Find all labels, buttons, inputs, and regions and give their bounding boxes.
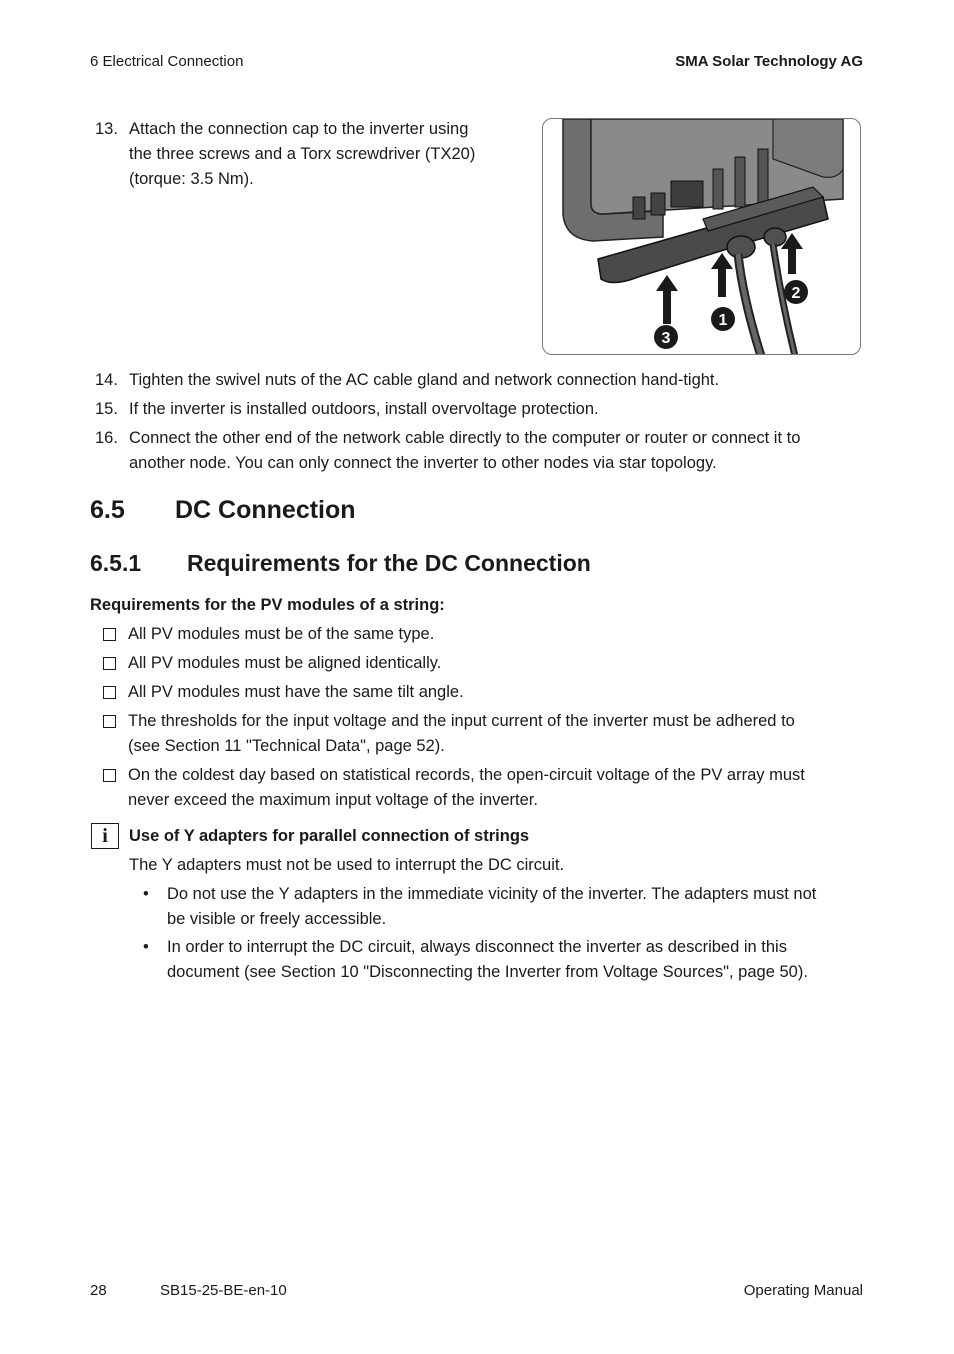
bullet-text: be visible or freely accessible. (167, 910, 387, 928)
connection-cap-illustration (542, 118, 861, 355)
svg-text:3: 3 (661, 330, 671, 347)
checklist-item (100, 709, 862, 759)
step-text-line: If the inverter is installed outdoors, install overvoltage protection. (129, 400, 599, 418)
checkbox-icon (103, 715, 116, 728)
step-number: 15. (95, 400, 118, 418)
checklist-item (100, 622, 862, 647)
step-text-line: Attach the connection cap to the inverter using (129, 120, 469, 138)
checklist-text: All PV modules must be of the same type. (128, 625, 435, 643)
checklist-text: The thresholds for the input voltage and the input current of the inverter must be adhered to (128, 712, 795, 730)
checklist-text: All PV modules must be aligned identically. (128, 654, 442, 672)
step-number: 16. (95, 429, 118, 447)
callout-3 (654, 325, 678, 349)
footer-right: Operating Manual (743, 1282, 863, 1299)
checklist-text: (see Section 11 "Technical Data", page 52). (128, 737, 445, 755)
step-number: 13. (95, 120, 118, 138)
checklist-text: never exceed the maximum input voltage of the inverter. (128, 791, 538, 809)
callout-1 (711, 307, 735, 331)
page-number: 28 (90, 1282, 107, 1299)
checklist-text: All PV modules must have the same tilt angle. (128, 683, 464, 701)
bullet-text: In order to interrupt the DC circuit, always disconnect the inverter as described in this (167, 938, 787, 956)
subsection-title: Requirements for the DC Connection (187, 550, 591, 576)
section-number: 6.5 (90, 496, 125, 524)
header-right: SMA Solar Technology AG (675, 53, 863, 70)
step-text-line: another node. You can only connect the inverter to other nodes via star topology. (129, 454, 717, 472)
step-text-line: Tighten the swivel nuts of the AC cable gland and network connection hand-tight. (129, 371, 720, 389)
checkbox-icon (103, 657, 116, 670)
checklist-item (100, 763, 862, 813)
subsection-number: 6.5.1 (90, 550, 142, 576)
inverter-drawing (543, 119, 861, 355)
checkbox-icon (103, 769, 116, 782)
svg-text:1: 1 (718, 312, 728, 329)
subsection-heading (90, 546, 591, 580)
step-text-line: (torque: 3.5 Nm). (129, 170, 254, 188)
checkbox-icon (103, 628, 116, 641)
requirements-heading: Requirements for the PV modules of a string: (90, 596, 445, 614)
step-15 (91, 397, 861, 422)
svg-text:2: 2 (791, 285, 801, 302)
step-text-line: the three screws and a Torx screwdriver (TX20) (129, 145, 476, 163)
info-title: Use of Y adapters for parallel connection of strings (129, 827, 530, 845)
bullet-text: Do not use the Y adapters in the immediate vicinity of the inverter. The adapters must not (167, 885, 817, 903)
info-icon: i (91, 823, 119, 849)
info-bullet (143, 882, 858, 932)
callout-2 (784, 280, 808, 304)
checklist-text: On the coldest day based on statistical records, the open-circuit voltage of the PV array must (128, 766, 805, 784)
checklist-item (100, 680, 862, 705)
document-id: SB15-25-BE-en-10 (160, 1282, 287, 1299)
step-number: 14. (95, 371, 118, 389)
bullet-text: document (see Section 10 "Disconnecting the Inverter from Voltage Sources", page 50). (167, 963, 808, 981)
step-text-line: Connect the other end of the network cable directly to the computer or router or connect it to (129, 429, 801, 447)
step-16 (91, 426, 861, 476)
checkbox-icon (103, 686, 116, 699)
bullet-dot: • (143, 938, 149, 956)
step-14 (91, 368, 861, 393)
section-heading (90, 492, 356, 528)
info-bullet (143, 935, 858, 985)
bullet-dot: • (143, 885, 149, 903)
section-title: DC Connection (175, 496, 356, 524)
checklist-item (100, 651, 862, 676)
header-left: 6 Electrical Connection (90, 53, 244, 70)
info-text: The Y adapters must not be used to interrupt the DC circuit. (129, 856, 565, 874)
